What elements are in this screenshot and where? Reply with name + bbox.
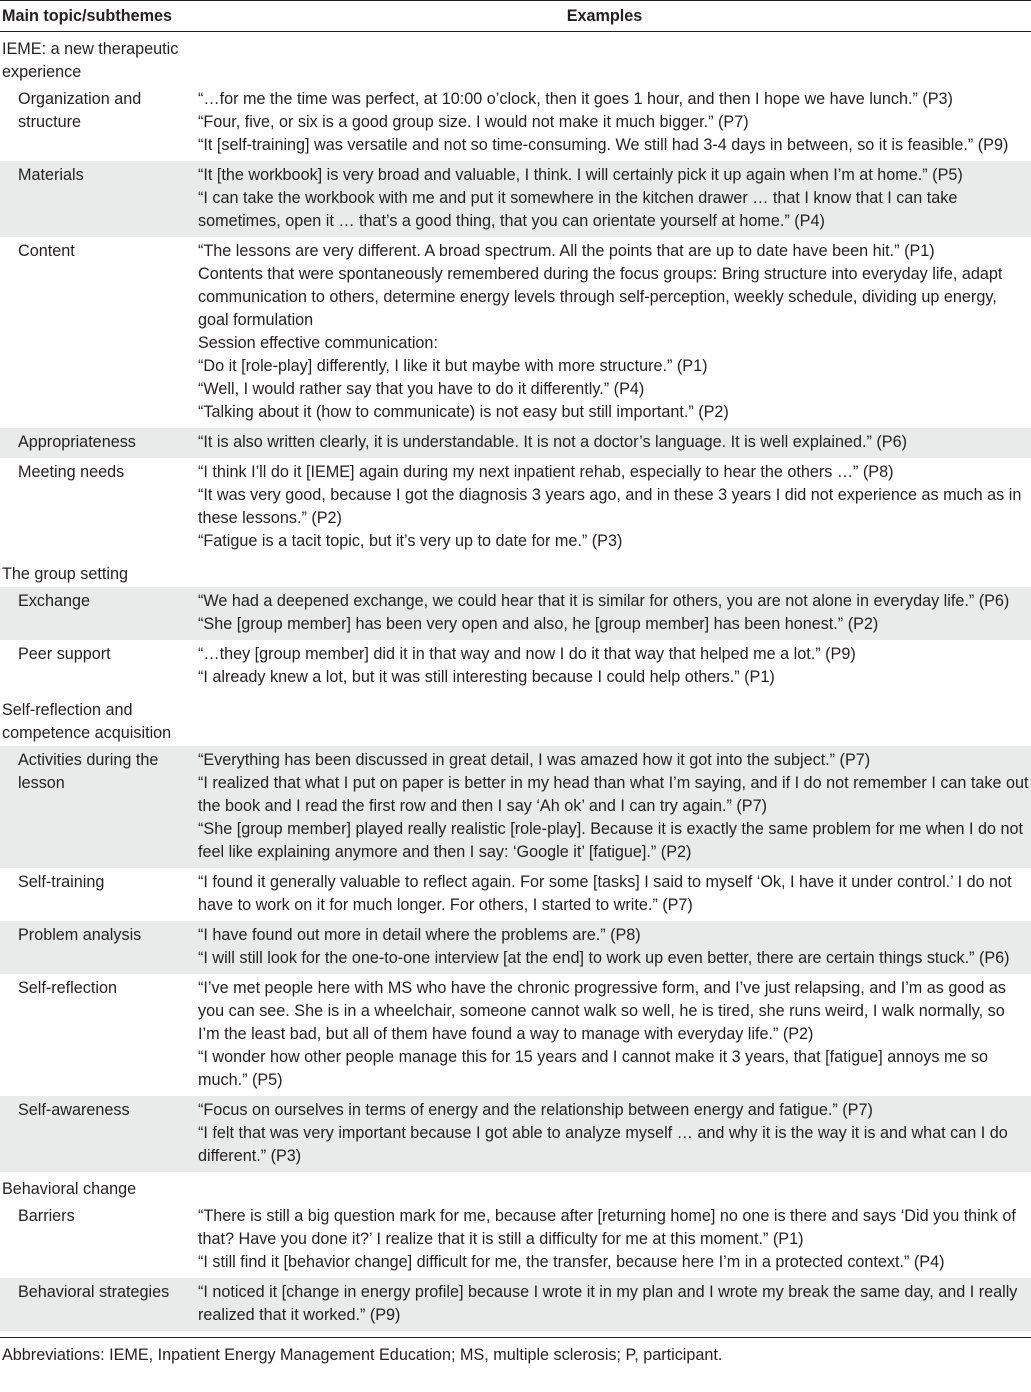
examples-cell — [198, 643, 1031, 689]
subtheme-label: Self-awareness — [18, 1101, 130, 1119]
table-body — [0, 32, 1031, 1331]
example-quote: “It [self-training] was versatile and not so time-consuming. We still had 3-4 days in between, so it is feasible.” (P9) — [198, 136, 1009, 154]
subtheme-row — [0, 237, 1031, 428]
subtheme-row — [0, 161, 1031, 237]
example-quote: “I can take the workbook with me and put it somewhere in the kitchen drawer … that I know that I can take sometimes, open it … that’s a good thing, that you can orientate yourself at home.” (P4) — [198, 189, 958, 230]
subtheme-label: Problem analysis — [18, 926, 142, 944]
example-quote: “Everything has been discussed in great detail, I was amazed how it got into the subject.” (P7) — [198, 751, 871, 769]
subtheme-row — [0, 640, 1031, 693]
subtheme-label: Peer support — [18, 645, 111, 663]
example-quote: “Well, I would rather say that you have to do it differently.” (P4) — [198, 380, 645, 398]
subtheme-label: Appropriateness — [18, 433, 136, 451]
subtheme-label: Barriers — [18, 1207, 75, 1225]
example-quote: “I found it generally valuable to reflect again. For some [tasks] I said to myself ‘Ok, I have it under control.’ I do not have to work on it for much longer. For others, I started to write.” (P7) — [198, 873, 1012, 914]
example-quote: “I’ve met people here with MS who have the chronic progressive form, and I’ve just relapsing, and I’m as good as you can see. She is in a wheelchair, someone cannot walk so well, he is tired, she runs weird, I walk normally, so I’m the least bad, but all of them have found a way to manage with everyday life.” (P2) — [198, 979, 1006, 1043]
example-quote: Session effective communication: — [198, 334, 438, 352]
example-quote: “…they [group member] did it in that way and now I do it that way that helped me a lot.” (P9) — [198, 645, 856, 663]
subtheme-label: Meeting needs — [18, 463, 125, 481]
examples-cell — [198, 88, 1031, 157]
examples-cell — [198, 164, 1031, 233]
example-quote: “She [group member] has been very open and also, he [group member] has been honest.” (P2) — [198, 615, 879, 633]
subtheme-row — [0, 85, 1031, 161]
examples-cell — [198, 977, 1031, 1092]
subtheme-row — [0, 746, 1031, 868]
subtheme-label: Content — [18, 242, 75, 260]
example-quote: “It [the workbook] is very broad and valuable, I think. I will certainly pick it up again when I’m at home.” (P5) — [198, 166, 963, 184]
subtheme-row — [0, 1202, 1031, 1278]
example-quote: “Four, five, or six is a good group size. I would not make it much bigger.” (P7) — [198, 113, 749, 131]
example-quote: Contents that were spontaneously remembered during the focus groups: Bring structure into everyday life, adapt communication to others, determine energy levels through self-perception, weekly schedule, dividing up energy, goal formulation — [198, 265, 1003, 329]
example-quote: “…for me the time was perfect, at 10:00 o’clock, then it goes 1 hour, and then I hope we have lunch.” (P3) — [198, 90, 953, 108]
example-quote: “We had a deepened exchange, we could hear that it is similar for others, you are not alone in everyday life.” (P6) — [198, 592, 1010, 610]
example-quote: “It was very good, because I got the diagnosis 3 years ago, and in these 3 years I did not experience as much as in these lessons.” (P2) — [198, 486, 1022, 527]
examples-cell — [198, 749, 1031, 864]
example-quote: “I still find it [behavior change] difficult for me, the transfer, because here I’m in a protected context.” (P4) — [198, 1253, 945, 1271]
example-quote: “Do it [role-play] differently, I like it but maybe with more structure.” (P1) — [198, 357, 708, 375]
topic-row: Behavioral change — [2, 1180, 137, 1198]
subtheme-row — [0, 921, 1031, 974]
table-footnote: Abbreviations: IEME, Inpatient Energy Management Education; MS, multiple sclerosis; P, participant. — [2, 1346, 723, 1364]
subtheme-label: Organization and structure — [18, 90, 142, 131]
subtheme-row — [0, 1278, 1031, 1331]
examples-cell — [198, 461, 1031, 553]
example-quote: “I already knew a lot, but it was still interesting because I could help others.” (P1) — [198, 668, 775, 686]
example-quote: “I noticed it [change in energy profile] because I wrote it in my plan and I wrote my break the same day, and I really realized that it worked.” (P9) — [198, 1283, 1018, 1324]
subtheme-label: Exchange — [18, 592, 90, 610]
header-examples: Examples — [566, 6, 643, 25]
example-quote: “I realized that what I put on paper is better in my head than what I’m saying, and if I do not remember I can take out the book and I read the first row and then I say ‘Ah ok’ and I can try again.” (P7) — [198, 774, 1029, 815]
examples-cell — [198, 1205, 1031, 1274]
topic-row: Self-reflection and competence acquisition — [2, 701, 172, 742]
header-topic: Main topic/subthemes — [2, 6, 172, 25]
subtheme-row — [0, 974, 1031, 1096]
examples-cell — [198, 1099, 1031, 1168]
example-quote: “I felt that was very important because I got able to analyze myself … and why it is the way it is and what can I do different.” (P3) — [198, 1124, 1008, 1165]
subtheme-label: Self-reflection — [18, 979, 117, 997]
examples-cell — [198, 590, 1031, 636]
example-quote: “I think I’ll do it [IEME] again during my next inpatient rehab, especially to hear the others …” (P8) — [198, 463, 894, 481]
subtheme-label: Materials — [18, 166, 84, 184]
example-quote: “It is also written clearly, it is understandable. It is not a doctor’s language. It is well explained.” (P6) — [198, 433, 907, 451]
subtheme-row — [0, 587, 1031, 640]
examples-cell — [198, 871, 1031, 917]
subtheme-label: Activities during the lesson — [18, 751, 159, 792]
topic-row: The group setting — [2, 565, 128, 583]
subtheme-row — [0, 868, 1031, 921]
example-quote: “Focus on ourselves in terms of energy and the relationship between energy and fatigue.” (P7) — [198, 1101, 873, 1119]
examples-cell — [198, 1281, 1031, 1327]
subtheme-row — [0, 458, 1031, 557]
subtheme-label: Self-training — [18, 873, 105, 891]
example-quote: “I will still look for the one-to-one interview [at the end] to work up even better, there are certain things stuck.” (P6) — [198, 949, 1010, 967]
subtheme-label: Behavioral strategies — [18, 1283, 170, 1301]
subtheme-row — [0, 1096, 1031, 1172]
examples-cell — [198, 240, 1031, 424]
table-header — [0, 1, 1031, 32]
examples-cell — [198, 924, 1031, 970]
example-quote: “There is still a big question mark for me, because after [returning home] no one is there and says ‘Did you think of that? Have you done it?’ I realize that it is still a difficulty for me at this moment.” (P1) — [198, 1207, 1016, 1248]
example-quote: “I wonder how other people manage this for 15 years and I cannot make it 3 years, that [fatigue] annoys me so much.” (P5) — [198, 1048, 989, 1089]
example-quote: “I have found out more in detail where the problems are.” (P8) — [198, 926, 641, 944]
example-quote: “The lessons are very different. A broad spectrum. All the points that are up to date have been hit.” (P1) — [198, 242, 935, 260]
example-quote: “She [group member] played really realistic [role-play]. Because it is exactly the same problem for me when I do not feel like explaining anymore and then I say: ‘Google it’ [fatigue].” (P2) — [198, 820, 1024, 861]
example-quote: “Fatigue is a tacit topic, but it’s very up to date for me.” (P3) — [198, 532, 623, 550]
examples-cell — [198, 431, 1031, 454]
subtheme-row — [0, 428, 1031, 458]
topic-row: IEME: a new therapeutic experience — [2, 40, 179, 81]
example-quote: “Talking about it (how to communicate) is not easy but still important.” (P2) — [198, 403, 729, 421]
